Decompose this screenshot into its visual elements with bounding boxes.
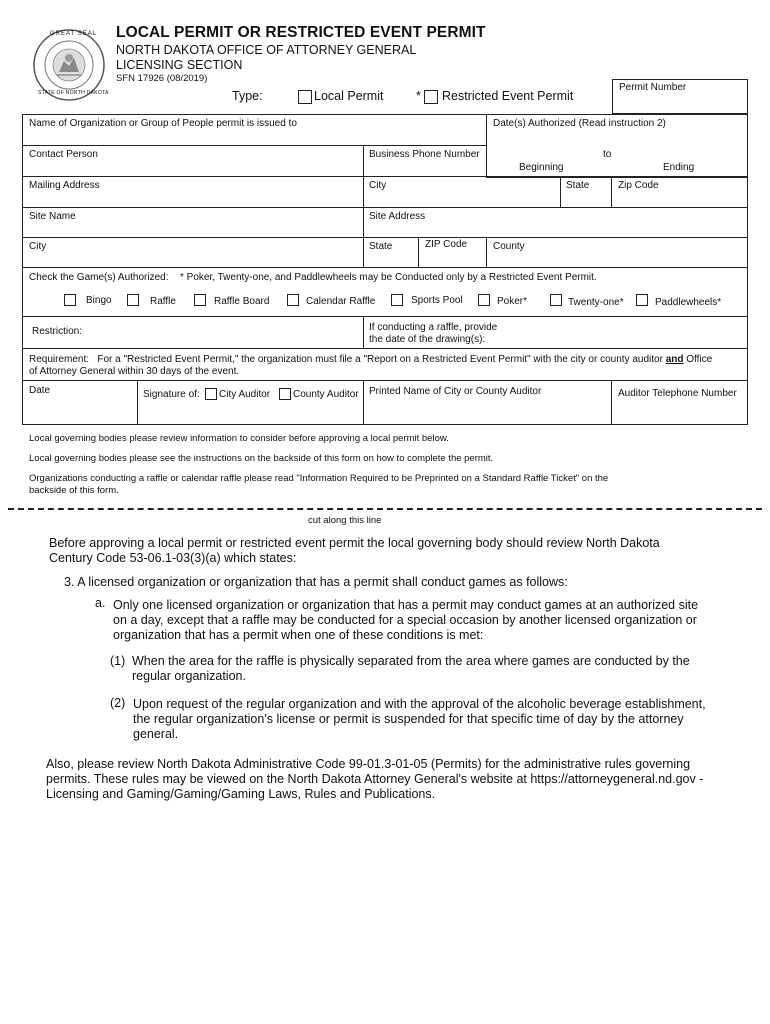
date-field[interactable] — [22, 380, 138, 425]
instructions-c1-line2: regular organization. — [132, 669, 246, 683]
instructions-intro-1: Before approving a local permit or restricted event permit the local governing body should review North Dakota — [49, 536, 660, 550]
games-restriction-note: * Poker, Twenty-one, and Paddlewheels may be Conducted only by a Restricted Event Permit. — [180, 272, 597, 283]
site-city-field[interactable] — [22, 237, 364, 268]
site-zip-label: ZIP Code — [425, 239, 468, 250]
auditor-phone-label: Auditor Telephone Number — [618, 388, 737, 399]
site-zip-field[interactable] — [418, 237, 487, 268]
signature-field[interactable] — [137, 380, 364, 425]
permit-number-label: Permit Number — [619, 82, 687, 93]
site-state-label: State — [369, 241, 393, 252]
office-name: NORTH DAKOTA OFFICE OF ATTORNEY GENERAL — [116, 43, 417, 57]
requirement-prefix: Requirement: For a "Restricted Event Permit," the organization must file a "Report on a Restricted Event Permit" with the city or county auditor — [29, 354, 666, 365]
cut-dashed-line — [8, 508, 762, 510]
requirement-text — [29, 354, 712, 366]
requirement-suffix: Office — [683, 354, 713, 365]
restricted-permit-checkbox[interactable] — [424, 90, 438, 104]
sports-pool-label: Sports Pool — [411, 295, 463, 306]
local-permit-label: Local Permit — [314, 89, 384, 103]
city-auditor-checkbox[interactable] — [205, 388, 217, 400]
site-address-label: Site Address — [369, 211, 426, 222]
form-number: SFN 17926 (08/2019) — [116, 73, 208, 84]
type-label: Type: — [232, 89, 263, 103]
note-see-instructions: Local governing bodies please see the instructions on the backside of this form on how to complete the permit. — [29, 453, 494, 464]
cut-line-label: cut along this line — [308, 515, 382, 526]
form-title: LOCAL PERMIT OR RESTRICTED EVENT PERMIT — [116, 24, 486, 41]
instructions-c1-marker: (1) — [110, 654, 126, 668]
games-section — [22, 267, 748, 317]
raffle-drawing-label-2: the date of the drawing(s): — [369, 334, 486, 345]
restricted-permit-label: Restricted Event Permit — [442, 89, 574, 103]
contact-person-label: Contact Person — [29, 149, 98, 160]
raffle-checkbox[interactable] — [127, 294, 139, 306]
note-raffle-ticket-1: Organizations conducting a raffle or calendar raffle please read "Information Required to be Preprinted on a Standard Raffle Ticket" on the — [29, 473, 609, 484]
note-review-info: Local governing bodies please review information to consider before approving a local permit below. — [29, 433, 449, 444]
dates-to-label: to — [603, 149, 612, 160]
zip-code-field[interactable] — [611, 176, 748, 208]
instructions-c2-marker: (2) — [110, 696, 126, 710]
instructions-also-2: permits. These rules may be viewed on the North Dakota Attorney General's website at https://attorneygeneral.nd.gov - — [46, 772, 704, 786]
city-field[interactable] — [363, 176, 561, 208]
dates-authorized-label: Date(s) Authorized (Read instruction 2) — [493, 118, 666, 129]
restriction-label: Restriction: — [32, 326, 83, 337]
seal-text-bottom: STATE OF NORTH DAKOTA — [38, 90, 109, 96]
instructions-a-line1: Only one licensed organization or organization that has a permit may conduct games at an authorized site — [113, 598, 699, 612]
instructions-c2-line1: Upon request of the regular organization and with the approval of the alcoholic beverage establishment, — [133, 697, 706, 711]
date-label: Date — [29, 385, 51, 396]
raffle-board-checkbox[interactable] — [194, 294, 206, 306]
calendar-raffle-label: Calendar Raffle — [306, 296, 376, 307]
instructions-intro-2: Century Code 53-06.1-03(3)(a) which states: — [49, 551, 297, 565]
twenty-one-label: Twenty-one* — [568, 297, 624, 308]
paddlewheels-label: Paddlewheels* — [655, 297, 722, 308]
site-name-field[interactable] — [22, 207, 364, 238]
poker-label: Poker* — [497, 296, 528, 307]
instructions-point-3: 3. A licensed organization or organization that has a permit shall conduct games as follows: — [64, 575, 568, 589]
city-auditor-label: City Auditor — [219, 389, 271, 400]
raffle-drawing-date-field[interactable] — [363, 316, 748, 349]
site-state-field[interactable] — [363, 237, 419, 268]
raffle-drawing-label-1: If conducting a raffle, provide — [369, 322, 498, 333]
business-phone-label: Business Phone Number — [369, 149, 480, 160]
sports-pool-checkbox[interactable] — [391, 294, 403, 306]
section-name: LICENSING SECTION — [116, 58, 243, 72]
local-permit-checkbox[interactable] — [298, 90, 312, 104]
bingo-checkbox[interactable] — [64, 294, 76, 306]
instructions-c2-line2: the regular organization's license or permit is suspended for that specific time of day by the attorney — [133, 712, 684, 726]
bingo-label: Bingo — [86, 295, 112, 306]
restricted-asterisk: * — [416, 89, 421, 103]
dates-beginning-label: Beginning — [519, 162, 564, 173]
games-check-label: Check the Game(s) Authorized: — [29, 272, 169, 283]
mailing-address-field[interactable] — [22, 176, 364, 208]
instructions-a-line3: organization that has a permit when one of these conditions is met: — [113, 628, 484, 642]
requirement-box — [22, 348, 748, 381]
site-address-field[interactable] — [363, 207, 748, 238]
instructions-c1-line1: When the area for the raffle is physically separated from the area where games are conducted by the — [132, 654, 690, 668]
instructions-a-marker: a. — [95, 596, 106, 610]
seal-text-top: GREAT SEAL — [50, 31, 98, 37]
printed-name-label: Printed Name of City or County Auditor — [369, 386, 542, 397]
dates-ending-label: Ending — [663, 162, 695, 173]
instructions-also-3: Licensing and Gaming/Gaming/Gaming Laws, Rules and Publications. — [46, 787, 436, 801]
note-raffle-ticket-2: backside of this form. — [29, 485, 119, 496]
instructions-also-1: Also, please review North Dakota Administrative Code 99-01.3-01-05 (Permits) for the administrative rules governing — [46, 757, 691, 771]
permit-number-box[interactable] — [612, 79, 748, 114]
site-county-label: County — [493, 241, 525, 252]
site-city-label: City — [29, 241, 47, 252]
site-county-field[interactable] — [486, 237, 748, 268]
zip-code-label: Zip Code — [618, 180, 659, 191]
requirement-and: and — [665, 354, 684, 365]
city-label: City — [369, 180, 387, 191]
signature-of-label: Signature of: — [143, 389, 200, 400]
poker-checkbox[interactable] — [478, 294, 490, 306]
state-field[interactable] — [560, 176, 612, 208]
org-name-label: Name of Organization or Group of People permit is issued to — [29, 118, 297, 129]
raffle-board-label: Raffle Board — [214, 296, 270, 307]
raffle-label: Raffle — [150, 296, 176, 307]
dates-authorized-field[interactable] — [486, 114, 748, 178]
instructions-c2-line3: general. — [133, 727, 179, 741]
instructions-a-line2: on a day, except that a raffle may be conducted for a special occasion by another licensed organization or — [113, 613, 697, 627]
printed-name-field[interactable] — [363, 380, 612, 425]
requirement-line2: of Attorney General within 30 days of the event. — [29, 366, 240, 377]
calendar-raffle-checkbox[interactable] — [287, 294, 299, 306]
county-auditor-checkbox[interactable] — [279, 388, 291, 400]
site-name-label: Site Name — [29, 211, 76, 222]
contact-person-field[interactable] — [22, 145, 364, 177]
org-name-field[interactable] — [22, 114, 487, 146]
auditor-phone-field[interactable] — [611, 380, 748, 425]
mailing-address-label: Mailing Address — [29, 180, 100, 191]
paddlewheels-checkbox[interactable] — [636, 294, 648, 306]
twenty-one-checkbox[interactable] — [550, 294, 562, 306]
county-auditor-label: County Auditor — [293, 389, 359, 400]
business-phone-field[interactable] — [363, 145, 487, 177]
state-label: State — [566, 180, 590, 191]
restriction-field[interactable] — [22, 316, 364, 349]
